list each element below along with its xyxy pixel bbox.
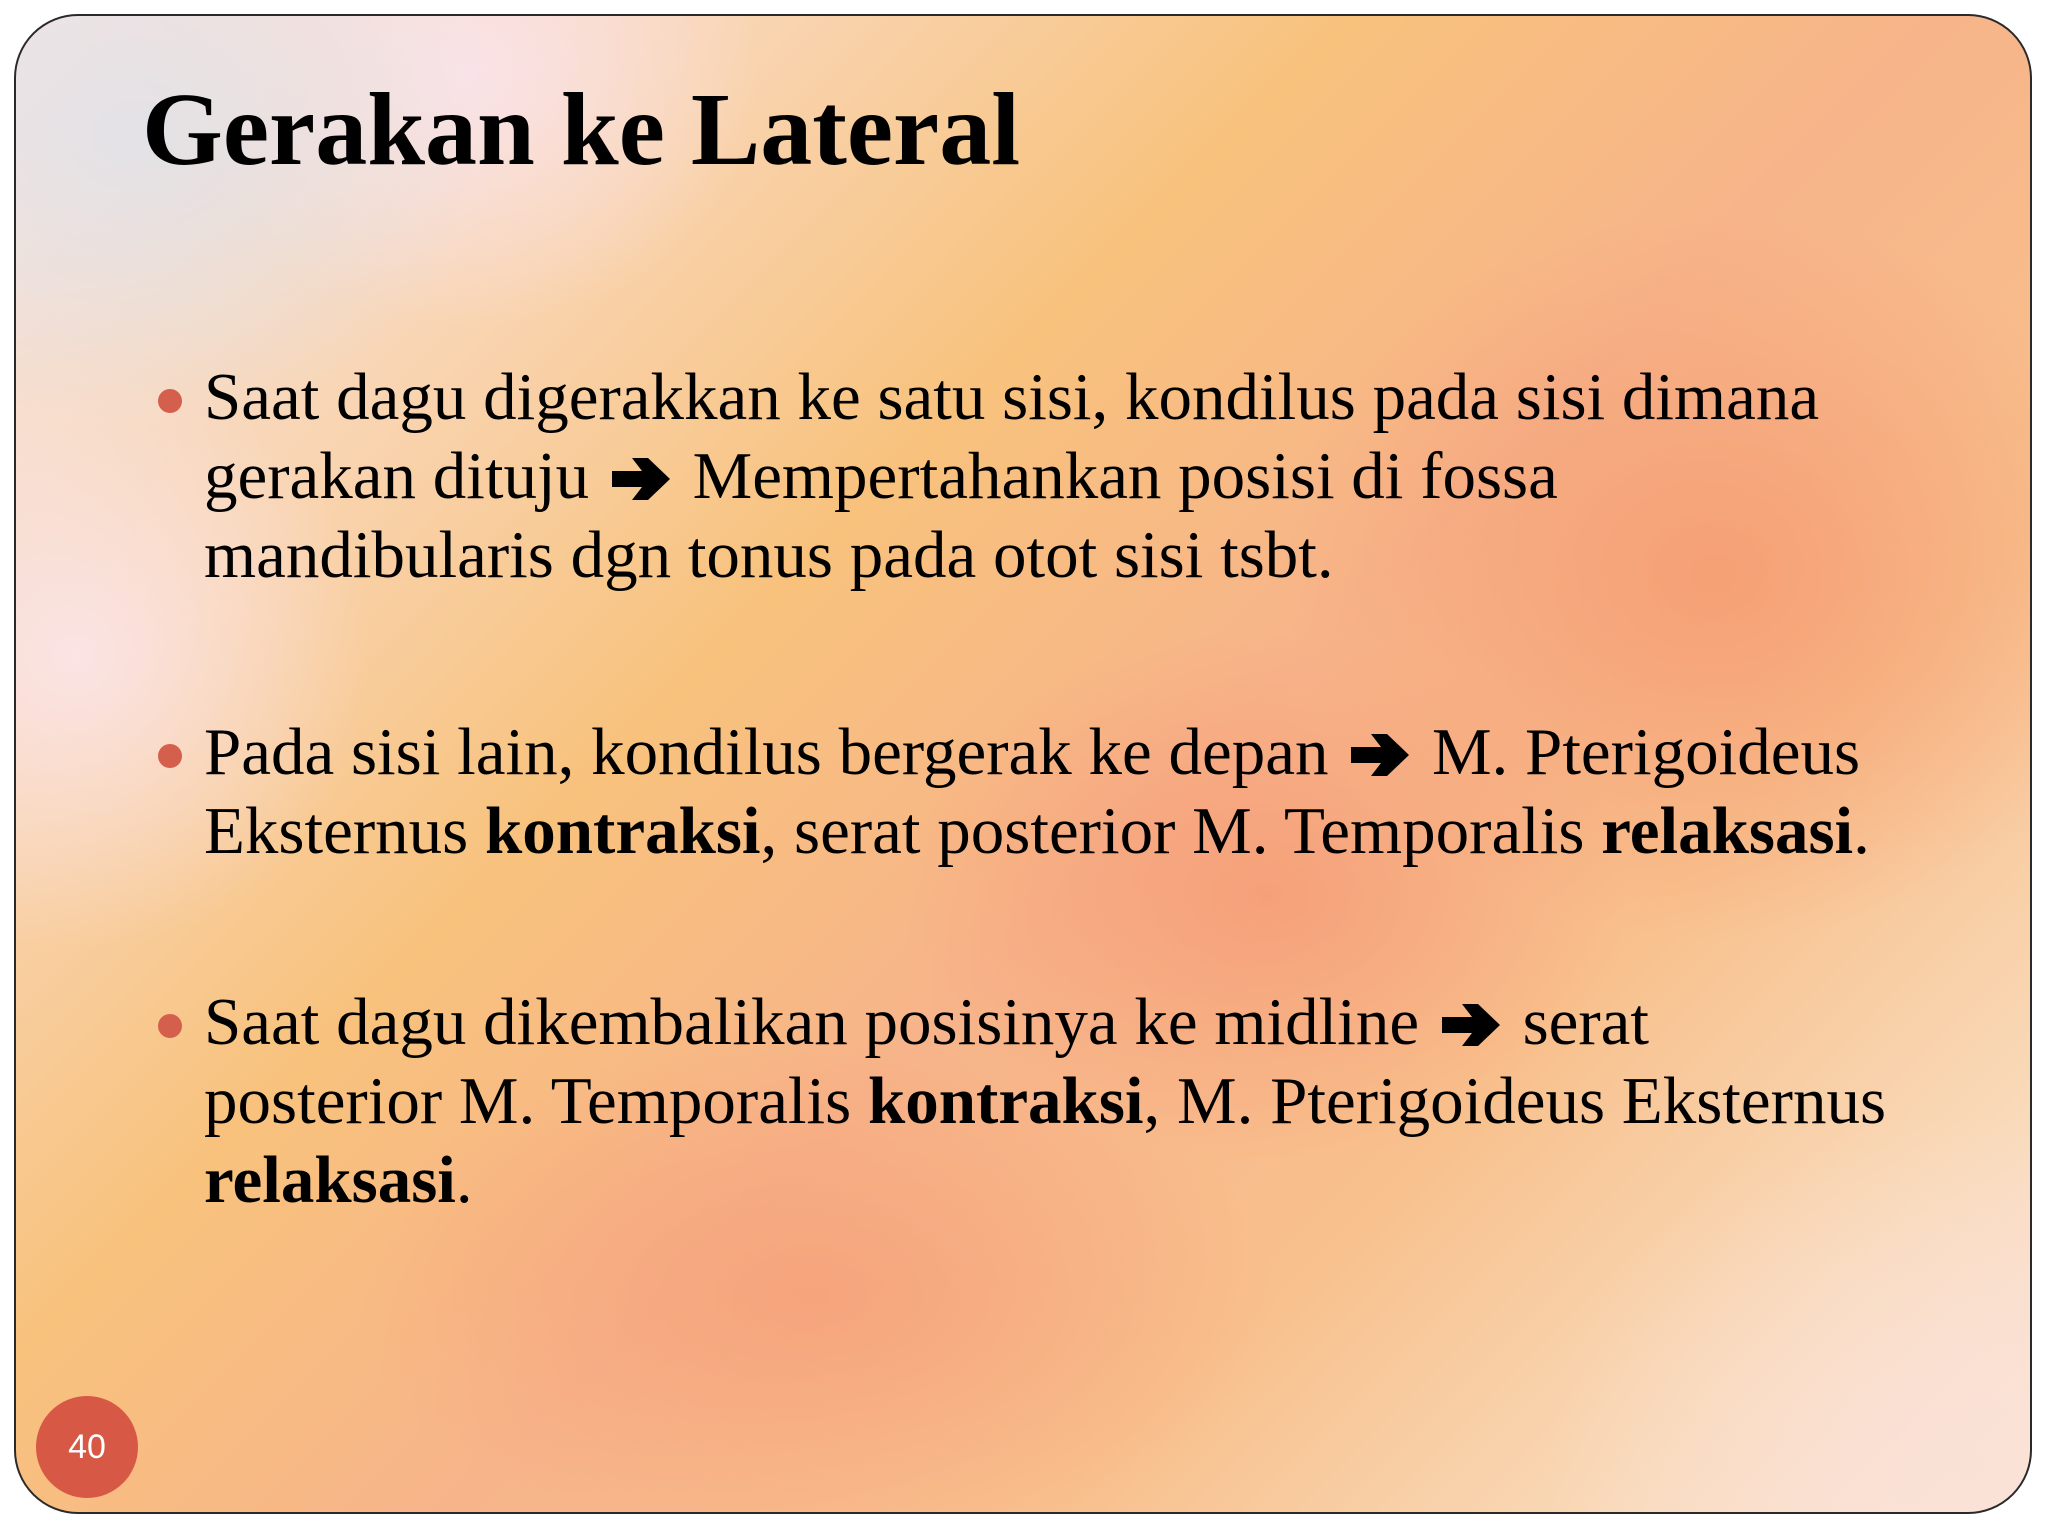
arrow-right-icon — [608, 452, 674, 506]
text-run: Saat dagu digerakkan ke satu sisi, kondilus pada sisi dimana — [204, 360, 1820, 434]
text-run: gerakan dituju — [204, 439, 606, 513]
bullet-text — [204, 983, 2032, 1220]
bullet-line — [204, 1141, 2032, 1220]
bullet-item-2 — [204, 713, 2032, 871]
text-run: Pada sisi lain, kondilus bergerak ke depan — [204, 715, 1346, 789]
bullet-line — [204, 516, 2032, 595]
bullet-line — [204, 358, 2032, 437]
bullet-item-1 — [204, 358, 2032, 595]
bullet-text — [204, 713, 2032, 871]
arrow-right-icon — [1438, 998, 1504, 1052]
text-run: posterior M. Temporalis — [204, 1064, 868, 1138]
bullet-line — [204, 983, 2032, 1062]
bullet-line — [204, 792, 2032, 871]
slide — [14, 14, 2032, 1514]
text-run: , serat posterior M. Temporalis — [760, 794, 1602, 868]
text-run: Eksternus — [204, 794, 485, 868]
text-run: mandibularis dgn tonus pada otot sisi tsbt. — [204, 518, 1334, 592]
text-run: Mempertahankan posisi di fossa — [675, 439, 1558, 513]
page-number-badge: 40 — [36, 1396, 138, 1498]
bold-text: kontraksi — [867, 1064, 1144, 1138]
arrow-right-icon — [1347, 728, 1413, 782]
bullet-dot-icon — [158, 744, 182, 768]
bold-text: kontraksi — [485, 794, 761, 868]
bullet-item-3 — [204, 983, 2032, 1220]
bullet-text — [204, 358, 2032, 595]
bullet-line — [204, 713, 2032, 792]
bullet-line — [204, 437, 2032, 516]
bullet-list — [16, 16, 2030, 1512]
text-run: Saat dagu dikembalikan posisinya ke midline — [204, 985, 1436, 1059]
text-run: . — [455, 1143, 473, 1217]
bullet-dot-icon — [158, 389, 182, 413]
bold-text: relaksasi — [204, 1143, 456, 1217]
slide-title: Gerakan ke Lateral — [142, 72, 1021, 187]
text-run: , M. Pterigoideus Eksternus — [1143, 1064, 1887, 1138]
bullet-dot-icon — [158, 1014, 182, 1038]
bullet-line — [204, 1062, 2032, 1141]
text-run: . — [1853, 794, 1870, 868]
bold-text: relaksasi — [1601, 794, 1854, 868]
text-run: serat — [1505, 985, 1650, 1059]
text-run: M. Pterigoideus — [1415, 715, 1861, 789]
